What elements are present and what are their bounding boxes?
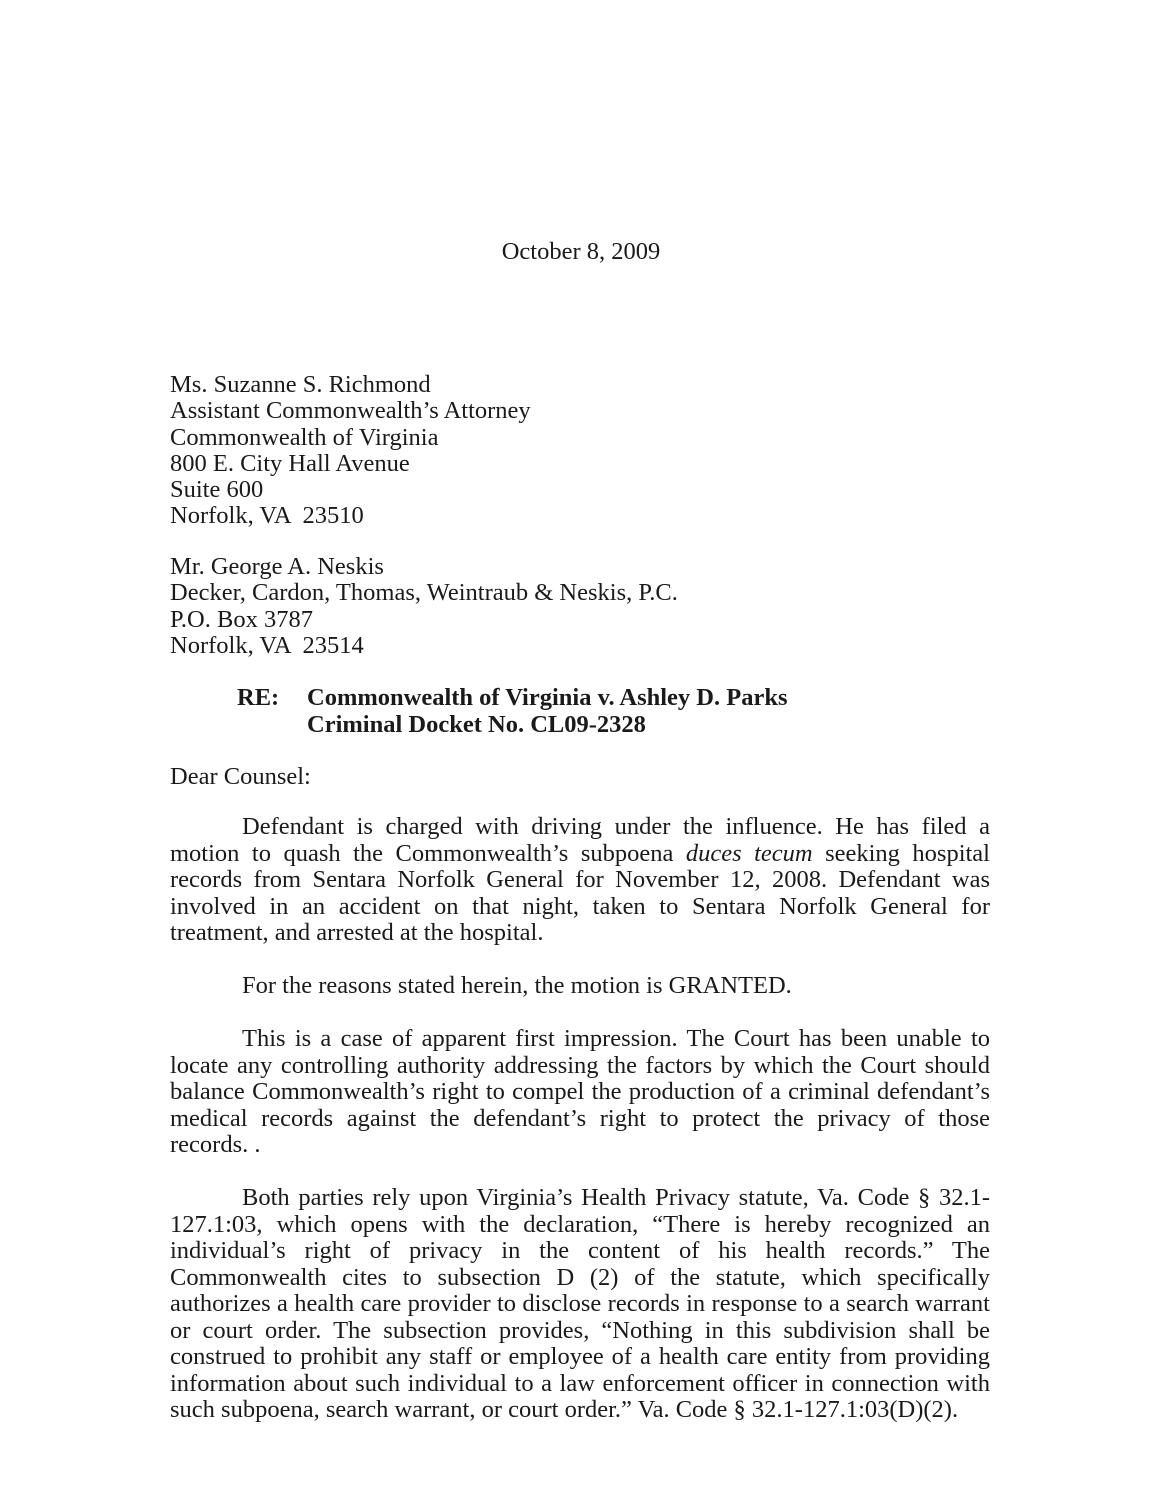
re-docket-number: Criminal Docket No. CL09-2328 [307,711,646,738]
address-line: Assistant Commonwealth’s Attorney [170,397,531,425]
address-line: Ms. Suzanne S. Richmond [170,371,431,398]
address-line: Norfolk, VA 23514 [170,631,364,659]
address-line: Decker, Cardon, Thomas, Weintraub & Neskis, P.C. [170,579,678,607]
letter-date [170,238,990,266]
address-line: Suite 600 [170,476,264,504]
letter-date-text: October 8, 2009 [501,238,661,265]
re-subject-block [170,684,990,738]
paragraph-1-part-a: Defendant is charged with driving under the influence. He has filed a motion to quash the Commonwealth’s subpoena [170,813,990,867]
recipient-address-block-2 [170,554,990,659]
re-case-caption: Commonwealth of Virginia v. Ashley D. Parks [307,684,788,711]
address-line: Norfolk, VA 23510 [170,502,364,530]
body-paragraph-1 [170,814,990,947]
body-paragraph-2: For the reasons stated herein, the motion is GRANTED. [242,972,792,999]
address-line: Mr. George A. Neskis [170,553,384,580]
recipient-address-block-1 [170,372,990,530]
body-paragraph-4: Both parties rely upon Virginia’s Health Privacy statute, Va. Code § 32.1-127.1:03, which opens with the declaration, “There is hereby recognized an individual’s right of privacy in the content of his health records.” The Commonwealth cites to subsection D (2) of the statute, which specifically authorizes a health care provider to disclose records in response to a search warrant or court order. The subsection provides, “Nothing in this subdivision shall be construed to prohibit any staff or employee of a health care entity from providing information about such individual to a law enforcement officer in connection with such subpoena, search warrant, or court order.” Va. Code § 32.1-127.1:03(D)(2). [170,1184,990,1423]
re-caption-row [170,684,990,711]
re-label: RE: [237,684,280,711]
body-paragraph-3: This is a case of apparent first impression. The Court has been unable to locate any controlling authority addressing the factors by which the Court should balance Commonwealth’s right to compel the production of a criminal defendant’s medical records against the defendant’s right to protect the privacy of those records. . [170,1025,990,1158]
address-line: P.O. Box 3787 [170,605,313,633]
address-line: Commonwealth of Virginia [170,423,439,451]
paragraph-1-part-b: seeking hospital records from Sentara Norfolk General for November 12, 2008. Defendant was involved in an accident on that night, taken to Sentara Norfolk General for treatment, and arrested at the hospital. [170,839,990,946]
re-docket-row [170,711,990,738]
letter-body [170,814,990,1424]
address-line: 800 E. City Hall Avenue [170,449,410,477]
salutation: Dear Counsel: [170,763,311,790]
latin-phrase-duces-tecum: duces tecum [685,839,813,867]
